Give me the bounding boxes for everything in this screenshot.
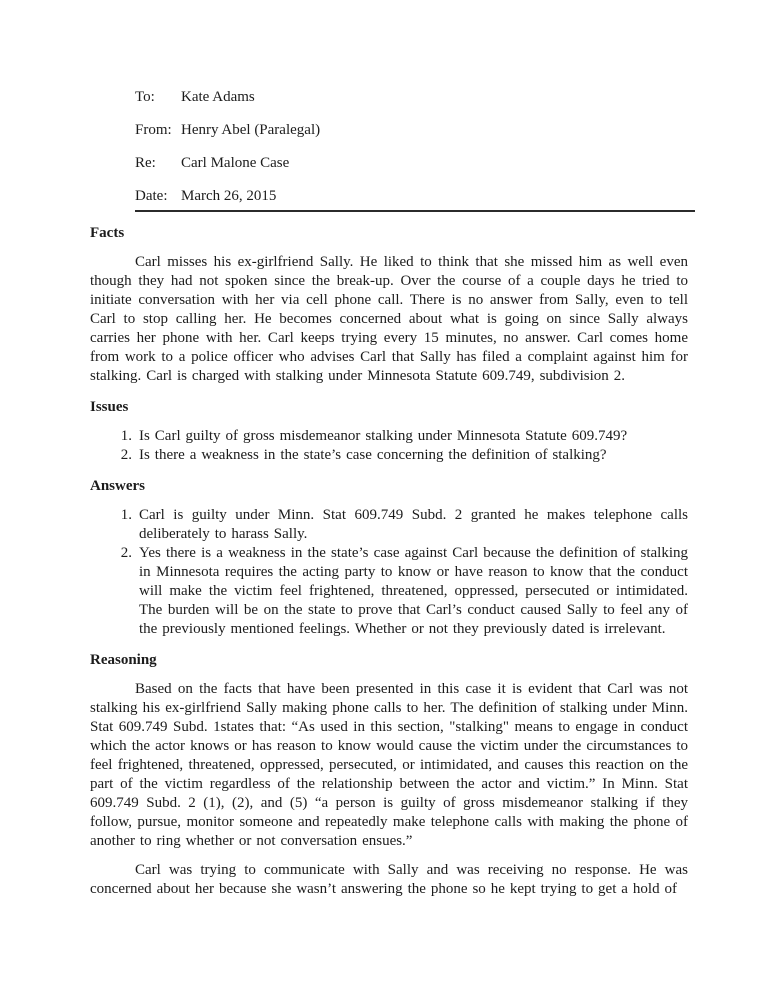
memo-date-value: March 26, 2015 [181,188,277,204]
answers-item-1: 1. Carl is guilty under Minn. Stat 609.749 Subd. 2 granted he makes telephone calls deliberately to harass Sally. [137,506,688,544]
reasoning-paragraph-1: Based on the facts that have been presented in this case it is evident that Carl was not stalking his ex-girlfriend Sally making phone calls to her. The definition of stalking under Minn. Stat 609.749 Subd. 1states that: “As used in this section, "stalking" means to engage in conduct which the actor knows or has reason to know would cause the victim under the circumstances to feel frightened, threatened, oppressed, persecuted, or intimidated, and causes this reaction on the part of the victim regardless of the relationship between the actor and victim.” In Minn. Stat 609.749 Subd. 2 (1), (2), and (5) “a person is guilty of gross misdemeanor stalking if they follow, pursue, monitor someone and repeatedly make telephone calls with making the phone of another to ring whether or not conversation ensues.” [90,681,688,849]
section-heading-reasoning: Reasoning [90,652,157,668]
memo-header-row-re [135,154,695,173]
memo-header [135,88,695,212]
memo-date-label: Date: [135,188,168,204]
facts-paragraph: Carl misses his ex-girlfriend Sally. He liked to think that she missed him as well even though they had not spoken since the break-up. Over the course of a couple days he tried to initiate conversation with her via cell phone call. There is no answer from Sally, even to tell Carl to stop calling her. He becomes concerned about what is going on since Sally always carries her phone with her. Carl keeps trying every 15 minutes, no answer. Carl comes home from work to a police officer who advises Carl that Sally has filed a complaint against him for stalking. Carl is charged with stalking under Minnesota Statute 609.749, subdivision 2. [90,254,688,384]
issues-list [90,427,688,465]
issues-item-1: 1. Is Carl guilty of gross misdemeanor stalking under Minnesota Statute 609.749? [137,427,688,446]
memo-from-value: Henry Abel (Paralegal) [181,122,321,138]
section-heading-issues: Issues [90,399,129,415]
answers-item-2: 2. Yes there is a weakness in the state’s case against Carl because the definition of stalking in Minnesota requires the acting party to know or have reason to know that the conduct will make the victim feel frightened, threatened, oppressed, persecuted or intimidated. The burden will be on the state to prove that Carl’s conduct caused Sally to feel any of the previously mentioned feelings. Whether or not they previously dated is irrelevant. [137,544,688,639]
memo-header-row-date [135,187,695,206]
memo-re-label: Re: [135,155,156,171]
issues-item-2: 2. Is there a weakness in the state’s case concerning the definition of stalking? [137,446,688,465]
memo-header-row-to [135,88,695,107]
memo-to-value: Kate Adams [181,89,255,105]
memo-re-value: Carl Malone Case [181,155,290,171]
memo-from-label: From: [135,122,172,138]
section-heading-answers: Answers [90,478,145,494]
memo-header-row-from [135,121,695,140]
reasoning-paragraph-2: Carl was trying to communicate with Sally and was receiving no response. He was concerned about her because she wasn’t answering the phone so he kept trying to get a hold of [90,862,688,897]
section-heading-facts: Facts [90,225,125,241]
answers-list [90,506,688,639]
memo-to-label: To: [135,89,155,105]
